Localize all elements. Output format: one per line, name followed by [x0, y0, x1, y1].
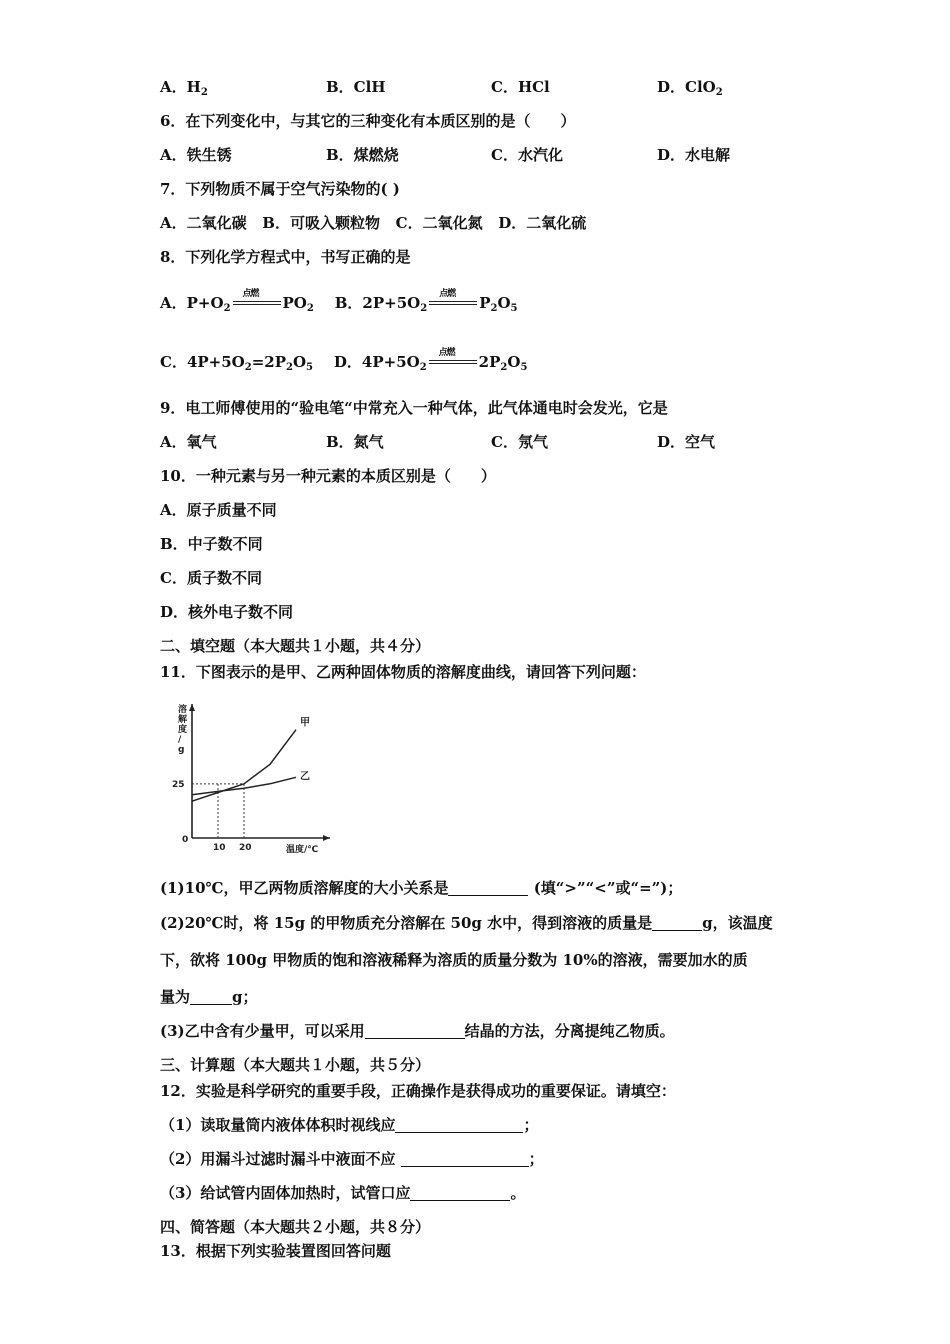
- q10-option-a: A．原子质量不同: [160, 501, 277, 519]
- q9-option-b: B．氮气: [326, 433, 384, 451]
- q9-options: [160, 432, 840, 452]
- answer-blank[interactable]: [365, 1023, 465, 1039]
- reaction-arrow: 点燃: [427, 293, 479, 313]
- q8-option-d: D．$4P+5O_2$ 点燃 $2P_2O_5$: [333, 348, 528, 373]
- q8-options-ab: [160, 289, 518, 314]
- q9-option-d: D．空气: [657, 433, 716, 451]
- q6-option-d: D．水电解: [657, 146, 731, 164]
- q12-stem: 12．实验是科学研究的重要手段，正确操作是获得成功的重要保证。请填空：: [160, 1082, 676, 1100]
- q5-option-a: A．$H_2$: [160, 78, 208, 98]
- x-axis-label: 温度/℃: [286, 845, 319, 855]
- q8-option-b: B．$2P+5O_2$ 点燃 $P_2O_5$: [334, 289, 518, 314]
- y-axis-label: 溶解度/ g: [178, 705, 188, 755]
- answer-blank[interactable]: [401, 1151, 529, 1167]
- origin-label: 0: [182, 835, 189, 845]
- q6-options: [160, 145, 840, 165]
- y-tick-label: 25: [172, 779, 185, 790]
- q9-option-a: A．氧气: [160, 433, 217, 451]
- q8-option-c: C．$4P+5O_2=2P_2O_5$: [160, 353, 314, 373]
- q7-options: A．二氧化碳 B．可吸入颗粒物 C．二氧化氮 D．二氧化硫: [160, 214, 587, 232]
- q11-part2-line3: 量为 g；: [160, 988, 258, 1006]
- q10-option-c: C．质子数不同: [160, 569, 262, 587]
- section-short-answer-heading: 四、简答题（本大题共２小题，共８分）: [160, 1218, 431, 1236]
- answer-blank[interactable]: [410, 1185, 510, 1201]
- reaction-arrow: 点燃: [231, 293, 283, 313]
- q12-part2: （2）用漏斗过滤时漏斗中液面不应 ；: [160, 1150, 544, 1168]
- q9-stem: 9．电工师傅使用的“验电笔“中常充入一种气体，此气体通电时会发光，它是: [160, 399, 668, 417]
- q11-part2-line2: 下，欲将 100g 甲物质的饱和溶液稀释为溶质的质量分数为 10%的溶液，需要加水的质: [160, 951, 748, 969]
- q8-option-a: A．$P+O_2$ 点燃 $PO_2$: [160, 289, 314, 314]
- q6-option-b: B．煤燃烧: [326, 146, 399, 164]
- answer-blank[interactable]: [652, 915, 702, 931]
- q7-stem: 7．下列物质不属于空气污染物的( ): [160, 180, 400, 198]
- x-axis-arrow: [323, 835, 330, 841]
- q5-option-b: B．ClH: [326, 78, 386, 96]
- section-fill-in-heading: 二、填空题（本大题共１小题，共４分）: [160, 637, 431, 655]
- series-label-1: 甲: [300, 717, 310, 729]
- x-tick-label: 20: [239, 843, 252, 853]
- q5-option-c: C．HCl: [491, 78, 550, 96]
- q10-stem: 10．一种元素与另一种元素的本质区别是（ ）: [160, 467, 496, 485]
- series-label-2: 乙: [300, 771, 310, 783]
- section-calc-heading: 三、计算题（本大题共１小题，共５分）: [160, 1056, 431, 1074]
- q11-part1: (1)10℃，甲乙两物质溶解度的大小关系是 (填“>”“<”或“=”)；: [160, 879, 683, 897]
- answer-blank[interactable]: [448, 880, 528, 896]
- q10-option-d: D．核外电子数不同: [160, 603, 294, 621]
- q6-option-a: A．铁生锈: [160, 146, 232, 164]
- series-curve-1: [192, 730, 296, 802]
- q5-options: [160, 77, 840, 97]
- q6-option-c: C．水汽化: [491, 146, 563, 164]
- q8-stem: 8．下列化学方程式中，书写正确的是: [160, 248, 411, 266]
- q11-part3: (3)乙中含有少量甲，可以采用 结晶的方法，分离提纯乙物质。: [160, 1022, 675, 1040]
- q12-part3: （3）给试管内固体加热时，试管口应 。: [160, 1184, 526, 1202]
- reaction-arrow: 点燃: [427, 352, 479, 372]
- q10-option-b: B．中子数不同: [160, 535, 263, 553]
- q6-stem: 6．在下列变化中，与其它的三种变化有本质区别的是（ ）: [160, 112, 576, 130]
- q11-part2-line1: (2)20℃时，将 15g 的甲物质充分溶解在 50g 水中，得到溶液的质量是 g，该温度: [160, 914, 773, 932]
- x-tick-label: 10: [213, 843, 226, 853]
- y-axis-arrow: [189, 704, 195, 711]
- q8-options-cd: [160, 348, 528, 373]
- answer-blank[interactable]: [395, 1117, 523, 1133]
- q12-part1: （1）读取量筒内液体体积时视线应 ；: [160, 1116, 539, 1134]
- solubility-chart: [168, 698, 338, 858]
- answer-blank[interactable]: [190, 989, 232, 1005]
- q11-stem: 11．下图表示的是甲、乙两种固体物质的溶解度曲线，请回答下列问题：: [160, 663, 646, 681]
- q9-option-c: C．氖气: [491, 433, 548, 451]
- q5-option-d: D．ClO$_2$: [657, 78, 723, 98]
- q13-stem: 13．根据下列实验装置图回答问题: [160, 1242, 391, 1260]
